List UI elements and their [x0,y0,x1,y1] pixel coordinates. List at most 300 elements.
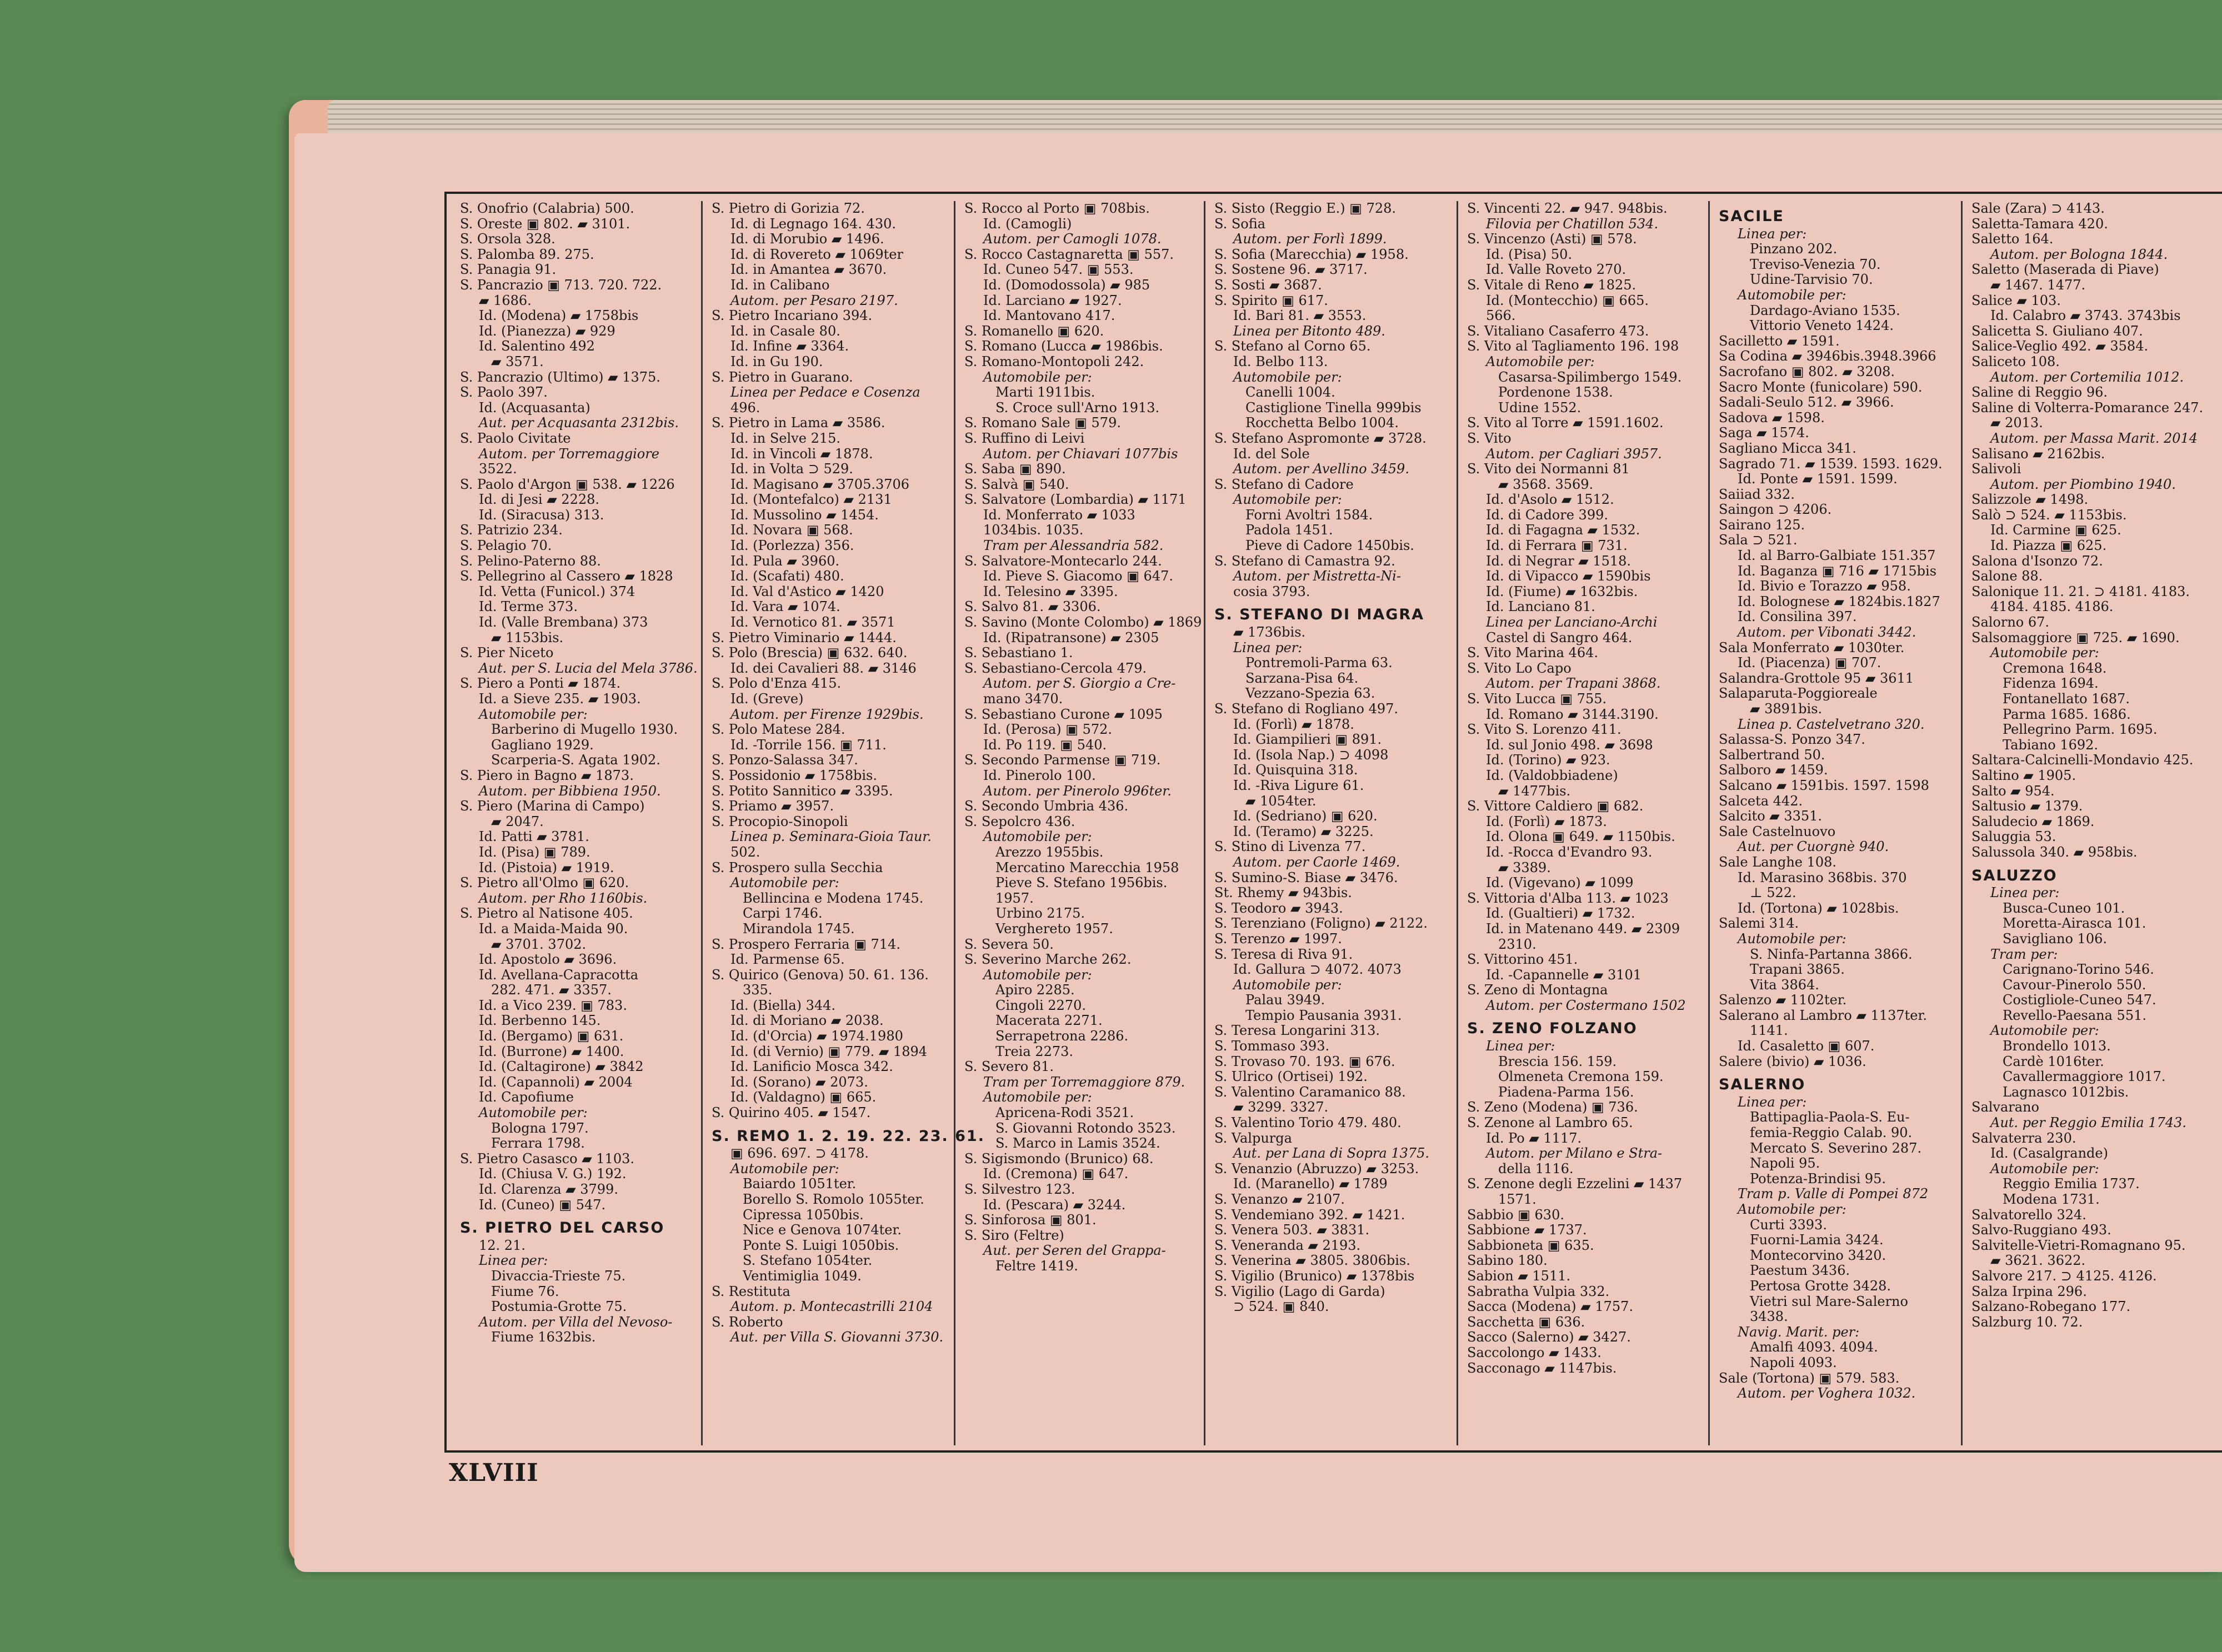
index-entry: S. Zenone degli Ezzelini ▰ 1437 [1467,1176,1683,1192]
index-column-5 [1457,201,1708,1445]
index-entry: Saga ▰ 1574. [1719,425,1809,441]
index-subentry: Id. Bivio e Torazzo ▰ 958. [1738,578,1911,594]
index-subentry: Borello S. Romolo 1055ter. [743,1192,924,1207]
index-subentry: Mercatino Marecchia 1958 [995,859,1179,875]
index-subentry: Id. in Volta ⊃ 529. [730,461,853,477]
index-subentry: Parma 1685. 1686. [2003,706,2131,722]
index-entry: S. Vittorino 451. [1467,952,1578,968]
index-subentry: Arezzo 1955bis. [995,844,1104,860]
index-subentry: Id. (Forlì) ▰ 1873. [1486,813,1607,829]
index-entry: S. Piero a Ponti ▰ 1874. [460,675,621,692]
index-entry: S. Romano-Montopoli 242. [964,353,1144,369]
index-entry: S. Priamo ▰ 3957. [712,798,834,814]
index-entry: S. Oreste ▣ 802. ▰ 3101. [460,216,630,232]
index-entry: S. Vendemiano 392. ▰ 1421. [1214,1207,1405,1223]
index-entry: S. Pietro al Natisone 405. [460,905,633,922]
index-entry: S. Teresa di Riva 91. [1214,946,1353,962]
index-subentry: Id. dei Cavalieri 88. ▰ 3146 [730,660,917,676]
index-entry: S. Vincenti 22. ▰ 947. 948bis. [1467,201,1668,216]
section-heading: SACILE [1719,208,1784,225]
index-subentry: Id. Lanciano 81. [1486,599,1595,615]
index-entry: S. Prospero Ferraria ▣ 714. [712,936,900,952]
index-entry: S. Zenone al Lambro 65. [1467,1115,1633,1131]
index-subentry: Cardè 1016ter. [2003,1053,2104,1069]
index-subentry: Nice e Genova 1074ter. [743,1222,902,1238]
index-entry: S. Vito Marina 464. [1467,645,1599,661]
index-subentry: Id. (Valdobbiadene) [1486,767,1618,783]
index-subentry: Tram p. Valle di Pompei 872 [1738,1186,1929,1202]
index-entry: Salussola 340. ▰ 958bis. [1971,844,2138,860]
index-subentry: Id. Valle Roveto 270. [1486,262,1627,278]
index-entry: S. Sofia (Marecchia) ▰ 1958. [1214,246,1409,262]
index-subentry: Linea per: [1486,1038,1555,1054]
index-subentry: Linea per: [1233,639,1303,655]
index-entry: Sadova ▰ 1598. [1719,409,1825,425]
index-entry: Saliceto 108. [1971,353,2060,369]
index-entry: S. Sebastiano-Cercola 479. [964,660,1147,676]
index-entry: Salorno 67. [1971,614,2050,630]
index-subentry: Autom. p. Montecastrilli 2104 [730,1299,933,1315]
index-subentry: Autom. per Forlì 1899. [1233,231,1387,247]
index-subentry: Id. Val d'Astico ▰ 1420 [730,583,884,599]
index-subentry: Tabiano 1692. [2003,737,2099,753]
index-subentry: Potenza-Brindisi 95. [1750,1170,1886,1187]
index-entry: Salvarano [1971,1099,2039,1115]
index-subentry: Id. Po 119. ▣ 540. [983,737,1107,753]
index-subentry: Id. (di Vernio) ▣ 779. ▰ 1894 [730,1043,928,1059]
index-entry: S. Stefano Aspromonte ▰ 3728. [1214,430,1427,446]
index-subentry: Revello-Paesana 551. [2003,1007,2146,1023]
index-subentry: ⊥ 522. [1750,885,1796,901]
index-entry: S. Potito Sannitico ▰ 3395. [712,783,893,799]
index-subentry: Id. del Sole [1233,445,1310,462]
index-subentry: Id. Cuneo 547. ▣ 553. [983,262,1134,278]
index-subentry: Linea per Pedace e Cosenza [730,384,920,401]
index-subentry: Linea per: [1738,226,1807,242]
index-entry: S. Polo (Brescia) ▣ 632. 640. [712,645,908,661]
index-subentry: Id. Avellana-Capracotta [479,967,639,983]
index-subentry: Id. (Isola Nap.) ⊃ 4098 [1233,747,1389,763]
index-entry: S. Salvatore (Lombardia) ▰ 1171 [964,492,1187,508]
index-subentry: Autom. per Camogli 1078. [983,231,1162,247]
index-subentry: Id. in Matenano 449. ▰ 2309 [1486,920,1680,937]
index-subentry: S. Croce sull'Arno 1913. [995,399,1160,415]
index-entry: S. Valentino Caramanico 88. [1214,1084,1406,1100]
index-entry: Saletta-Tamara 420. [1971,216,2108,232]
index-subentry: Id. Carmine ▣ 625. [1990,522,2121,538]
index-subentry: Id. Clarenza ▰ 3799. [479,1182,618,1197]
index-entry: Salizzole ▰ 1498. [1971,492,2089,508]
index-subentry: ▰ 3389. [1498,859,1551,875]
index-subentry: Aut. per S. Lucia del Mela 3786. [479,660,698,676]
index-entry: S. Vittore Caldiero ▣ 682. [1467,798,1644,814]
index-subentry: Vietri sul Mare-Salerno [1750,1293,1908,1309]
index-subentry: Id. di Negrar ▰ 1518. [1486,553,1632,569]
index-entry: Salassa-S. Ponzo 347. [1719,732,1865,748]
index-entry: S. Sigismondo (Brunico) 68. [964,1150,1154,1167]
index-subentry: ⊃ 524. ▣ 840. [1233,1299,1329,1315]
index-subentry: Id. di Legnago 164. 430. [730,216,896,232]
index-subentry: Id. (Sorano) ▰ 2073. [730,1074,868,1090]
index-entry: S. Onofrio (Calabria) 500. [460,201,634,216]
index-entry: S. Pietro di Gorizia 72. [712,201,865,216]
index-subentry: Tram per Alessandria 582. [983,538,1164,554]
index-entry: S. Teodoro ▰ 3943. [1214,900,1343,916]
index-subentry: 3522. [479,461,517,477]
index-subentry: Id. di Jesi ▰ 2228. [479,492,600,508]
index-column-6 [1708,201,1961,1445]
index-entry: St. Rhemy ▰ 943bis. [1214,885,1352,901]
index-subentry: Automobile per: [983,1089,1092,1105]
index-subentry: Id. (Pisa) ▣ 789. [479,844,590,860]
index-subentry: 496. [730,399,760,415]
index-subentry: Automobile per: [730,875,839,891]
index-entry: Sabratha Vulpia 332. [1467,1283,1610,1299]
index-entry: S. Ruffino di Leivi [964,430,1085,446]
index-subentry: Filovia per Chatillon 534. [1486,216,1659,232]
index-entry: Sale (Tortona) ▣ 579. 583. [1719,1370,1900,1386]
index-subentry: Id. (Siracusa) 313. [479,507,604,523]
index-subentry: Id. (Bergamo) ▣ 631. [479,1028,624,1044]
index-subentry: ▰ 3621. 3622. [1990,1253,2086,1269]
index-subentry: Napoli 4093. [1750,1354,1837,1370]
index-subentry: Id. Pula ▰ 3960. [730,553,840,569]
index-subentry: Autom. per Voghera 1032. [1738,1385,1916,1401]
index-subentry: Id. Berbenno 145. [479,1013,601,1029]
index-subentry: Id. Pieve S. Giacomo ▣ 647. [983,568,1173,584]
index-subentry: 1571. [1498,1192,1537,1207]
index-subentry: Id. (Tortona) ▰ 1028bis. [1738,900,1899,916]
index-subentry: Fiume 1632bis. [491,1329,596,1345]
index-subentry: Automobile per: [983,369,1092,385]
index-entry: Salvo-Ruggiano 493. [1971,1222,2111,1238]
index-entry: S. Vincenzo (Asti) ▣ 578. [1467,231,1637,247]
index-subentry: Macerata 2271. [995,1013,1103,1029]
index-subentry: Dardago-Aviano 1535. [1750,302,1900,318]
index-subentry: Id. (Biella) 344. [730,997,836,1013]
index-entry: S. Savino (Monte Colombo) ▰ 1869 [964,614,1202,630]
index-entry: Sairano 125. [1719,517,1805,533]
index-entry: Sale Castelnuovo [1719,823,1836,839]
index-entry: S. Pietro Incariano 394. [712,308,873,324]
index-subentry: Udine-Tarvisio 70. [1750,272,1873,288]
index-subentry: Id. di Moriano ▰ 2038. [730,1013,884,1029]
index-entry: S. Sofia [1214,216,1266,232]
index-subentry: Autom. per Cortemilia 1012. [1990,369,2184,385]
index-subentry: Aut. per Acquasanta 2312bis. [479,415,679,431]
index-subentry: Pieve S. Stefano 1956bis. [995,875,1168,891]
index-subentry: Id. (Vigevano) ▰ 1099 [1486,875,1634,891]
index-subentry: Id. a Maida-Maida 90. [479,920,628,937]
section-heading: S. ZENO FOLZANO [1467,1020,1638,1038]
index-subentry: Automobile per: [1486,353,1595,369]
index-subentry: Autom. per Pesaro 2197. [730,292,898,308]
index-subentry: Baiardo 1051ter. [743,1176,857,1192]
index-entry: S. Sinforosa ▣ 801. [964,1212,1097,1228]
index-entry: S. Romanello ▣ 620. [964,323,1104,339]
index-subentry: Automobile per: [1990,1023,2099,1039]
index-entry: S. Vitale di Reno ▰ 1825. [1467,277,1637,293]
index-subentry: ▰ 3701. 3702. [491,936,587,952]
index-entry: S. Pancrazio ▣ 713. 720. 722. [460,277,662,293]
index-entry: Sagliano Micca 341. [1719,440,1856,456]
index-subentry: 1957. [995,890,1034,906]
index-subentry: Apiro 2285. [995,982,1075,998]
index-subentry: Id. in Gu 190. [730,353,823,369]
index-subentry: Mercato S. Severino 287. [1750,1140,1922,1156]
index-subentry: Id. -Rocca d'Evandro 93. [1486,844,1653,860]
index-subentry: Cremona 1648. [2003,660,2107,676]
index-subentry: Id. (Maranello) ▰ 1789 [1233,1176,1388,1192]
index-subentry: Palau 3949. [1245,992,1325,1008]
index-entry: S. Pelino-Paterno 88. [460,553,601,569]
index-entry: S. Stefano al Corno 65. [1214,338,1371,354]
index-entry: Salbertrand 50. [1719,747,1825,763]
index-entry: Salzano-Robegano 177. [1971,1299,2131,1315]
section-heading: S. STEFANO DI MAGRA [1214,606,1425,624]
index-subentry: Id. Consilina 397. [1738,609,1857,625]
index-subentry: Vita 3864. [1750,977,1819,993]
index-entry: Salisano ▰ 2162bis. [1971,445,2105,462]
index-entry: Saludecio ▰ 1869. [1971,813,2095,829]
index-subentry: Automobile per: [730,1160,839,1177]
index-entry: S. Terenzo ▰ 1997. [1214,930,1342,947]
index-subentry: Automobile per: [479,1105,588,1121]
index-entry: S. Vito Lucca ▣ 755. [1467,691,1607,707]
index-entry: Sale (Zara) ⊃ 4143. [1971,201,2105,216]
index-entry: S. Trovaso 70. 193. ▣ 676. [1214,1053,1395,1069]
index-subentry: Id. di Morubio ▰ 1496. [730,231,884,247]
index-subentry: Costigliole-Cuneo 547. [2003,992,2156,1008]
index-entry: S. Ulrico (Ortisei) 192. [1214,1069,1368,1085]
index-subentry: Automobile per: [983,967,1092,983]
index-column-7 [1961,201,2208,1445]
index-entry: Saltara-Calcinelli-Mondavio 425. [1971,752,2194,768]
index-subentry: Id. Po ▰ 1117. [1486,1130,1582,1146]
index-entry: Saingon ⊃ 4206. [1719,502,1832,518]
index-subentry: Id. (Gualtieri) ▰ 1732. [1486,905,1635,922]
index-subentry: Savigliano 106. [2003,930,2107,947]
index-subentry: Moretta-Airasca 101. [2003,915,2146,932]
index-entry: Salsomaggiore ▣ 725. ▰ 1690. [1971,629,2180,645]
index-subentry: Napoli 95. [1750,1155,1820,1172]
index-entry: S. Sisto (Reggio E.) ▣ 728. [1214,201,1396,216]
index-subentry: Id. (Montefalco) ▰ 2131 [730,492,892,508]
index-subentry: Aut. per Reggio Emilia 1743. [1990,1115,2187,1131]
index-entry: Sacco (Salerno) ▰ 3427. [1467,1329,1631,1345]
index-subentry: Forni Avoltri 1584. [1245,507,1373,523]
index-entry: S. Piero in Bagno ▰ 1873. [460,767,634,783]
index-subentry: Id. d'Asolo ▰ 1512. [1486,492,1614,508]
index-subentry: Olmeneta Cremona 159. [1498,1069,1664,1085]
index-subentry: Id. Romano ▰ 3144.3190. [1486,706,1659,722]
index-subentry: Id. -Torrile 156. ▣ 711. [730,737,887,753]
index-subentry: Tempio Pausania 3931. [1245,1007,1402,1023]
index-entry: Saiiad 332. [1719,486,1795,502]
index-subentry: Id. Terme 373. [479,599,578,615]
index-subentry: Autom. per Vibonati 3442. [1738,624,1916,640]
index-subentry: Paestum 3436. [1750,1263,1850,1279]
index-subentry: Tram per: [1990,946,2058,962]
index-subentry: Id. Vara ▰ 1074. [730,599,840,615]
index-subentry: Autom. per Cagliari 3957. [1486,445,1662,462]
index-subentry: Id. (Valle Brembana) 373 [479,614,648,630]
index-entry: S. Quirino 405. ▰ 1547. [712,1105,871,1121]
index-entry: S. Venerina ▰ 3805. 3806bis. [1214,1253,1410,1269]
index-entry: S. Pietro in Guarano. [712,369,853,385]
index-subentry: Id. Quisquina 318. [1233,762,1358,778]
index-subentry: Id. (Cremona) ▣ 647. [983,1166,1129,1182]
index-entry: S. Procopio-Sinopoli [712,813,848,829]
index-entry: S. Piero (Marina di Campo) [460,798,645,814]
index-subentry: Id. Piazza ▣ 625. [1990,538,2107,554]
index-subentry: Automobile per: [1990,645,2099,661]
index-subentry: Autom. per Chiavari 1077bis [983,445,1178,462]
index-subentry: Ponte S. Luigi 1050bis. [743,1237,899,1253]
index-subentry: Scarperia-S. Agata 1902. [491,752,660,768]
index-entry: Salone 88. [1971,568,2043,584]
index-subentry: Battipaglia-Paola-S. Eu- [1750,1109,1910,1125]
index-subentry: Trapani 3865. [1750,962,1845,978]
index-subentry: Cipressa 1050bis. [743,1207,864,1223]
index-subentry: ▰ 1477bis. [1498,783,1571,799]
index-subentry: Id. di Cadore 399. [1486,507,1608,523]
index-entry: Saltusio ▰ 1379. [1971,798,2083,814]
index-entry: Salvatorello 324. [1971,1207,2086,1223]
index-entry: S. Vito al Tagliamento 196. 198 [1467,338,1679,354]
index-subentry: Id. (Casalgrande) [1990,1145,2108,1162]
index-subentry: 566. [1486,308,1516,324]
index-entry: S. Restituta [712,1283,790,1299]
index-subentry: Id. Giampilieri ▣ 891. [1233,732,1382,748]
index-entry: Salicetta S. Giuliano 407. [1971,323,2143,339]
index-subentry: Automobile per: [1738,1202,1846,1217]
index-subentry: Bellincina e Modena 1745. [743,890,924,906]
index-subentry: Carpi 1746. [743,905,823,922]
index-subentry: Linea per Bitonto 489. [1233,323,1385,339]
index-subentry: Id. (Fiume) ▰ 1632bis. [1486,583,1638,599]
section-heading: S. PIETRO DEL CARSO [460,1219,665,1237]
index-subentry: Id. (Pisa) 50. [1486,246,1573,262]
index-subentry: Pertosa Grotte 3428. [1750,1278,1891,1294]
index-entry: S. Vito dei Normanni 81 [1467,461,1630,477]
index-subentry: Tram per Torremaggiore 879. [983,1074,1185,1090]
index-entry: Saloniquе 11. 21. ⊃ 4181. 4183. [1971,583,2190,599]
index-entry: Sabbione ▰ 1737. [1467,1222,1587,1238]
index-entry: Salaparuta-Poggioreale [1719,685,1878,702]
index-subentry: Autom. per Caorle 1469. [1233,854,1400,870]
index-subentry: Automobile per: [1233,369,1342,385]
index-subentry: ▰ 1054ter. [1245,793,1317,809]
index-subentry: S. Giovanni Rotondo 3523. [995,1120,1176,1136]
index-entry: Salenzo ▰ 1102ter. [1719,992,1847,1008]
index-entry: Salvitelle-Vietri-Romagnano 95. [1971,1237,2186,1253]
section-heading: SALERNO [1719,1076,1806,1094]
index-subentry: ▰ 3299. 3327. [1233,1099,1329,1115]
index-subentry: Sarzana-Pisa 64. [1245,670,1359,686]
index-entry: S. Romano (Lucca ▰ 1986bis. [964,338,1163,354]
index-subentry: Autom. per Mistretta-Ni- [1233,568,1401,584]
index-subentry: Pinzano 202. [1750,241,1838,257]
index-subentry: 1141. [1750,1023,1788,1039]
index-entry: S. Silvestro 123. [964,1182,1075,1197]
index-entry: Salvore 217. ⊃ 4125. 4126. [1971,1268,2157,1284]
index-subentry: Id. sul Jonio 498. ▰ 3698 [1486,737,1653,753]
index-subentry: Id. Marasino 368bis. 370 [1738,869,1907,885]
index-entry: Saletto 164. [1971,231,2054,247]
index-subentry: Pontremoli-Parma 63. [1245,655,1393,671]
index-entry: S. Rocco Castagnaretta ▣ 557. [964,246,1174,262]
index-subentry: Id. Patti ▰ 3781. [479,829,589,845]
index-entry: S. Pier Niceto [460,645,554,661]
index-subentry: 1034bis. 1035. [983,522,1084,538]
index-subentry: Id. a Sieve 235. ▰ 1903. [479,691,641,707]
index-subentry: Fuorni-Lamia 3424. [1750,1232,1884,1248]
index-entry: Salvaterra 230. [1971,1130,2076,1146]
index-subentry: Automobile per: [983,829,1092,845]
index-subentry: Linea per: [479,1253,548,1269]
index-subentry: Piadena-Parma 156. [1498,1084,1634,1100]
index-subentry: Id. (Pianezza) ▰ 929 [479,323,615,339]
index-entry: S. Pellegrino al Cassero ▰ 1828 [460,568,673,584]
index-subentry: Id. di Vipacco ▰ 1590bis [1486,568,1651,584]
index-entry: Salzburg 10. 72. [1971,1314,2083,1330]
index-subentry: Casarsa-Spilimbergo 1549. [1498,369,1682,385]
index-subentry: Autom. per Bibbiena 1950. [479,783,661,799]
index-subentry: ▰ 1467. 1477. [1990,277,2086,293]
index-subentry: Aut. per Villa S. Giovanni 3730. [730,1329,944,1345]
index-entry: Sala Monferrato ▰ 1030ter. [1719,639,1905,655]
index-entry: S. Saba ▣ 890. [964,461,1066,477]
index-subentry: Id. (Ripatransone) ▰ 2305 [983,629,1159,645]
index-entry: S. Sosti ▰ 3687. [1214,277,1322,293]
index-subentry: ▰ 3891bis. [1750,701,1823,717]
index-subentry: Id. Casaletto ▣ 607. [1738,1038,1875,1054]
index-entry: Sadali-Seulo 512. ▰ 3966. [1719,394,1894,411]
index-subentry: Id. Calabro ▰ 3743. 3743bis [1990,308,2181,324]
index-subentry: ▰ 2047. [491,813,544,829]
index-entry: Salcito ▰ 3351. [1719,808,1823,824]
index-subentry: Id. (Chiusa V. G.) 192. [479,1166,627,1182]
index-subentry: mano 3470. [983,691,1063,707]
index-subentry: Automobile per: [1233,977,1342,993]
index-entry: S. Roberto [712,1314,783,1330]
index-subentry: Id. di Fagagna ▰ 1532. [1486,522,1640,538]
index-entry: S. Orsola 328. [460,231,556,247]
index-subentry: Cavour-Pinerolo 550. [2003,977,2146,993]
index-column-2 [701,201,985,1445]
index-subentry: Aut. per Cuorgnè 940. [1738,839,1889,855]
index-subentry: Id. (Pistoia) ▰ 1919. [479,859,614,875]
index-entry: Salboro ▰ 1459. [1719,762,1828,778]
index-entry: Sala ⊃ 521. [1719,532,1798,548]
index-subentry: Automobile per: [1233,492,1342,508]
index-entry: S. Spirito ▣ 617. [1214,292,1328,308]
index-subentry: Automobile per: [1738,930,1846,947]
index-entry: S. Siro (Feltre) [964,1227,1064,1243]
index-subentry: Id. (Forlì) ▰ 1878. [1233,716,1354,732]
index-subentry: Autom. per Bologna 1844. [1990,246,2168,262]
index-entry: S. Pietro all'Olmo ▣ 620. [460,875,629,891]
index-entry: S. Ponzo-Salassa 347. [712,752,858,768]
index-subentry: Linea per Lanciano-Archi [1486,614,1658,630]
index-subentry: Id. Bolognese ▰ 1824bis.1827 [1738,593,1940,609]
index-entry: S. Vito S. Lorenzo 411. [1467,722,1622,738]
index-subentry: Linea per: [1738,1094,1807,1110]
index-subentry: Mirandola 1745. [743,920,855,937]
index-subentry: Id. (Porlezza) 356. [730,538,854,554]
index-subentry: Autom. per S. Giorgio a Cre- [983,675,1176,692]
